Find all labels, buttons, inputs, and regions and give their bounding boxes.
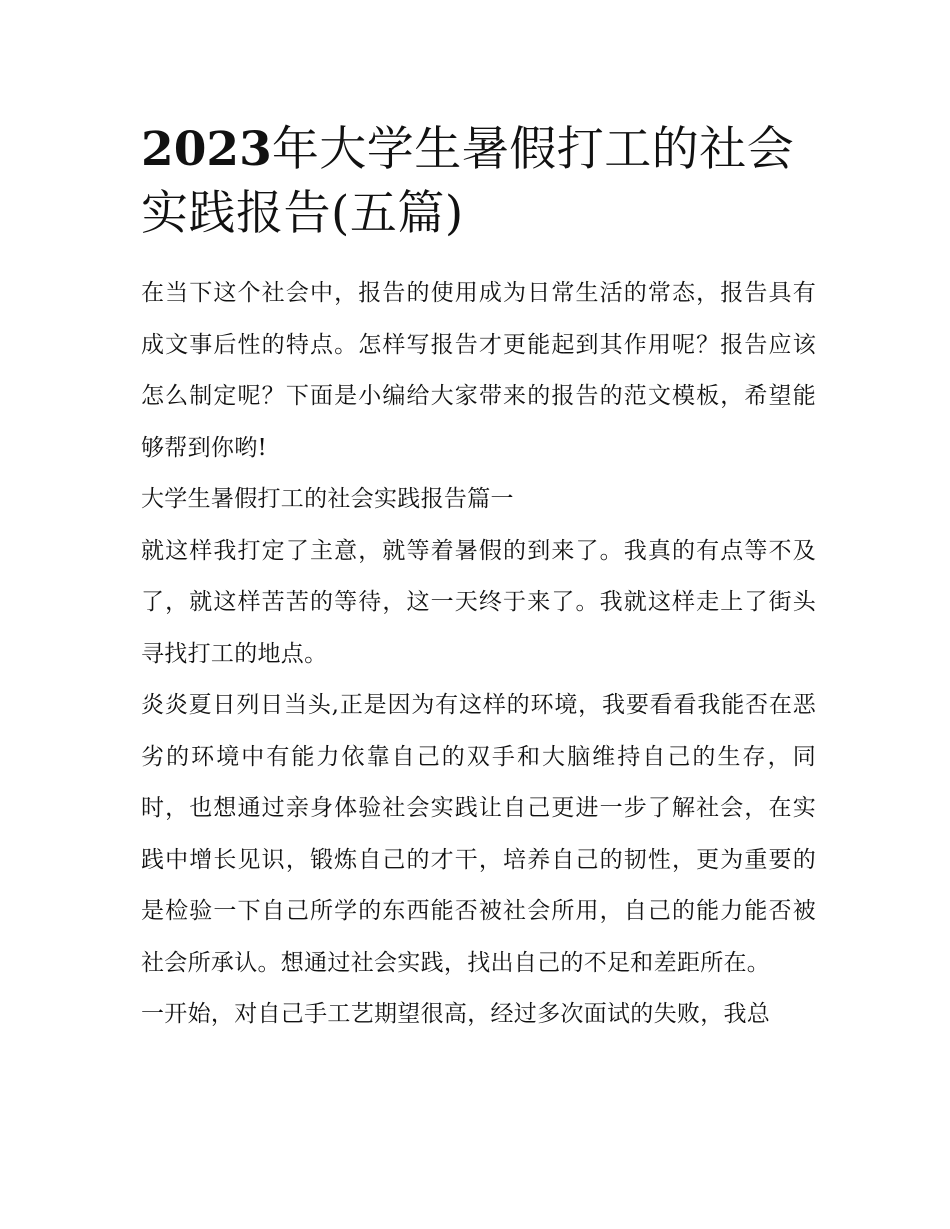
body-paragraph: 就这样我打定了主意，就等着暑假的到来了。我真的有点等不及了，就这样苦苦的等待，这一天终于来了。我就这样走上了街头寻找打工的地点。: [141, 537, 816, 667]
section-heading: 大学生暑假打工的社会实践报告篇一: [141, 486, 514, 512]
title-text: 年大学生暑假打工的社会实践报告(五篇): [141, 122, 795, 241]
document-title: [141, 118, 816, 246]
body-paragraph: 炎炎夏日列日当头,正是因为有这样的环境，我要看看我能否在恶劣的环境中有能力依靠自己的双手和大脑维持自己的生存，同时，也想通过亲身体验社会实践让自己更进一步了解社会，在实践中增长见识，锻炼自己的才干，培养自己的韧性，更为重要的是检验一下自己所学的东西能否被社会所用，自己的能力能否被社会所承认。想通过社会实践，找出自己的不足和差距所在。: [141, 692, 816, 976]
intro-paragraph: 在当下这个社会中，报告的使用成为日常生活的常态，报告具有成文事后性的特点。怎样写报告才更能起到其作用呢？报告应该怎么制定呢？下面是小编给大家带来的报告的范文模板，希望能够帮到你哟!: [141, 280, 816, 461]
body-paragraph: 一开始，对自己手工艺期望很高，经过多次面试的失败，我总: [141, 1001, 771, 1027]
title-year: 2023: [141, 122, 272, 177]
